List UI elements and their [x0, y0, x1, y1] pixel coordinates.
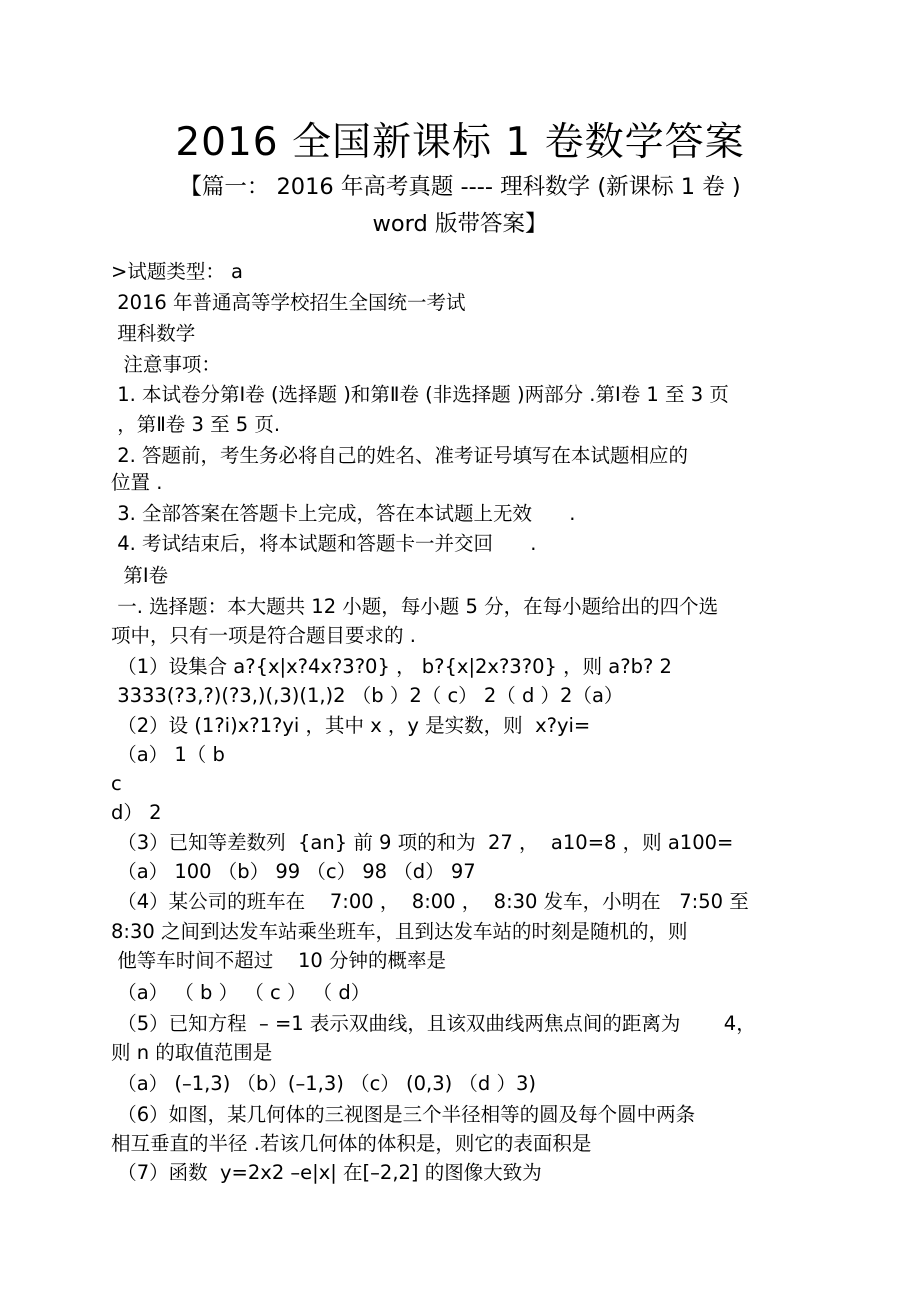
text-line: 位置 . [111, 471, 163, 494]
text-line: 3333(?3,?)(?3,)(,3)(1,)2 （b ）2（ c） 2（ d ）2（a） [111, 684, 624, 707]
text-line: （a） (–1,3) （b）(–1,3) （c） (0,3) （d ）3) [111, 1072, 537, 1095]
text-line: （a） （ b ） （ c ） （ d） [111, 981, 371, 1004]
text-line: 相互垂直的半径 .若该几何体的体积是，则它的表面积是 [111, 1132, 592, 1155]
text-line: 项中，只有一项是符合题目要求的 . [111, 624, 416, 647]
document-subtitle-line-2: word 版带答案】 [372, 211, 548, 237]
text-line: d） 2 [111, 801, 162, 824]
text-line: （5）已知方程 – =1 表示双曲线，且该双曲线两焦点间的距离为 4， [111, 1012, 756, 1035]
text-line: 2016 年普通高等学校招生全国统一考试 [111, 291, 466, 314]
text-line: （6）如图，某几何体的三视图是三个半径相等的圆及每个圆中两条 [111, 1103, 696, 1126]
text-line: （7）函数 y=2x2 –e|x| 在[–2,2] 的图像大致为 [111, 1161, 542, 1184]
text-line: （4）某公司的班车在 7:00 ， 8:00 ， 8:30 发车，小明在 7:50 至 [111, 890, 749, 913]
text-line: 4. 考试结束后，将本试题和答题卡一并交回 . [111, 532, 537, 555]
text-line: 3. 全部答案在答题卡上完成，答在本试题上无效 . [111, 502, 576, 525]
text-line: （1）设集合 a?{x|x?4x?3?0} ， b?{x|2x?3?0} ，则 a?b? 2 [111, 655, 672, 678]
document-title: 2016 全国新课标 1 卷数学答案 [175, 120, 745, 165]
text-line: （2）设 (1?i)x?1?yi ，其中 x ，y 是实数，则 x?yi= [111, 714, 591, 737]
text-line: （3）已知等差数列 {an} 前 9 项的和为 27 ， a10=8 ，则 a100= [111, 831, 734, 854]
text-line: 1. 本试卷分第Ⅰ卷 (选择题 )和第Ⅱ卷 (非选择题 )两部分 .第Ⅰ卷 1 至 3 页 [111, 383, 729, 406]
text-line: c [111, 772, 122, 795]
text-line: 一. 选择题：本大题共 12 小题，每小题 5 分，在每小题给出的四个选 [111, 595, 719, 618]
text-line: 2. 答题前，考生务必将自己的姓名、准考证号填写在本试题相应的 [111, 444, 689, 467]
text-line: 他等车时间不超过 10 分钟的概率是 [111, 949, 447, 972]
text-line: 理科数学 [111, 322, 196, 345]
text-line: （a） 1（ b [111, 743, 225, 766]
text-line: 第Ⅰ卷 [111, 564, 169, 587]
document-subtitle-line-1: 【篇一： 2016 年高考真题 ---- 理科数学 (新课标 1 卷 ) [179, 174, 741, 200]
text-line: ，第Ⅱ卷 3 至 5 页. [111, 413, 281, 436]
text-line: （a） 100 （b） 99 （c） 98 （d） 97 [111, 860, 476, 883]
text-line: 注意事项： [111, 353, 221, 376]
text-line: 则 n 的取值范围是 [111, 1041, 273, 1064]
text-line: 8:30 之间到达发车站乘坐班车，且到达发车站的时刻是随机的，则 [111, 920, 688, 943]
text-line: >试题类型： a [111, 260, 243, 283]
